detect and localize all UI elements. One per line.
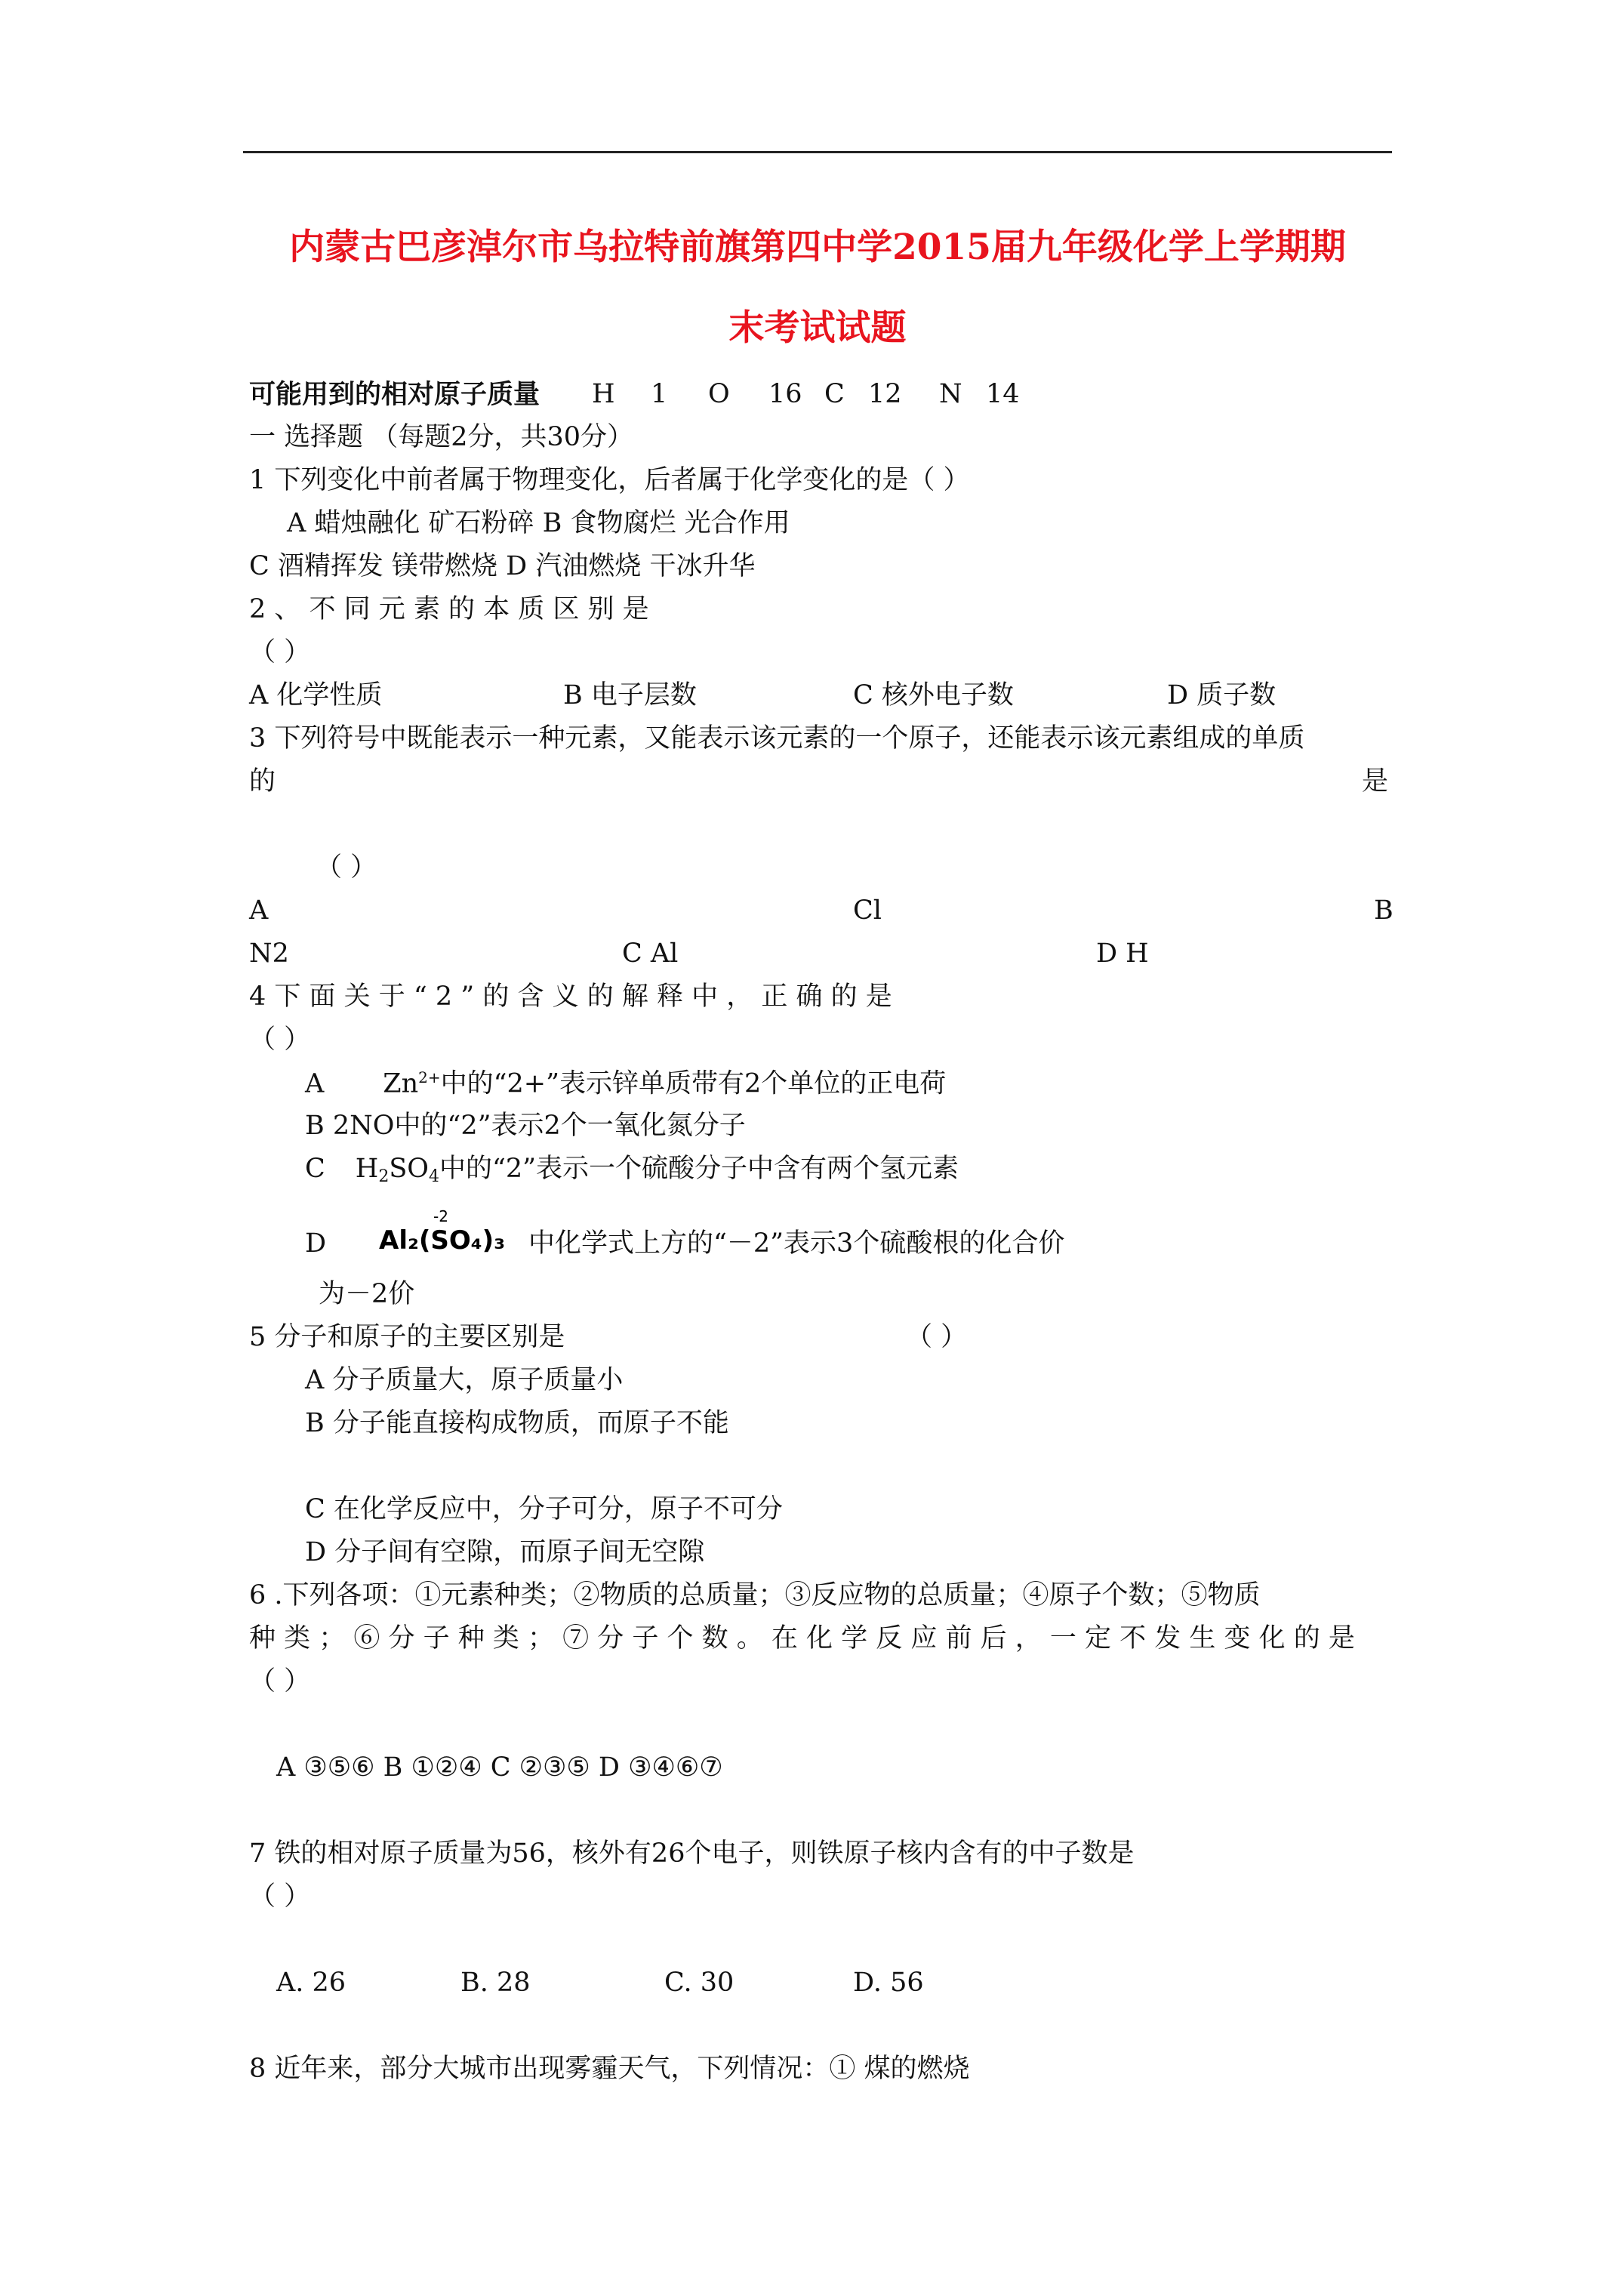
q4-stem: 4 下 面 关 于 “ 2 ” 的 含 义 的 解 释 中 ， 正 确 的 是 bbox=[249, 982, 892, 1012]
q4-option-a bbox=[305, 1070, 946, 1098]
q7-option-b: B. 28 bbox=[460, 1968, 531, 1998]
q2-stem: 2 、 不 同 元 素 的 本 质 区 别 是 bbox=[249, 594, 649, 624]
atomic-o: O bbox=[708, 379, 730, 409]
q8-stem: 8 近年来，部分大城市出现雾霾天气，下列情况：① 煤的燃烧 bbox=[249, 2054, 970, 2084]
q3-option-a-value: Cl bbox=[853, 895, 882, 926]
section-heading: 一 选择题 （每题2分，共30分） bbox=[249, 422, 634, 452]
atomic-mass-label: 可能用到的相对原子质量 bbox=[249, 379, 540, 410]
atomic-n: N bbox=[939, 379, 962, 409]
q4-option-b: B 2NO中的“2”表示2个一氧化氮分子 bbox=[305, 1111, 746, 1141]
q3-answer-paren: （ ） bbox=[316, 852, 377, 883]
atomic-h-value: 1 bbox=[651, 379, 668, 409]
q3-stem-line2-left: 的 bbox=[249, 766, 276, 797]
q6-options: A ③⑤⑥ B ①②④ C ②③⑤ D ③④⑥⑦ bbox=[276, 1752, 723, 1783]
aluminium-sulfate-formula bbox=[377, 1205, 528, 1258]
q1-options-ab: A 蜡烛融化 矿石粉碎 B 食物腐烂 光合作用 bbox=[287, 508, 790, 538]
q4-option-c bbox=[305, 1156, 959, 1185]
atomic-c-value: 12 bbox=[868, 379, 902, 409]
h-subscript: 2 bbox=[378, 1167, 390, 1186]
q5-stem: 5 分子和原子的主要区别是 bbox=[249, 1322, 565, 1352]
so-symbol: SO bbox=[389, 1154, 429, 1184]
q5-option-c: C 在化学反应中，分子可分，原子不可分 bbox=[305, 1494, 783, 1524]
doc-title-line1: 内蒙古巴彦淖尔市乌拉特前旗第四中学2015届九年级化学上学期期 bbox=[289, 227, 1346, 268]
q7-option-a: A. 26 bbox=[276, 1968, 346, 1998]
q3-stem: 3 下列符号中既能表示一种元素，又能表示该元素的一个原子，还能表示该元素组成的单质 bbox=[249, 723, 1305, 754]
q3-option-c: C Al bbox=[622, 938, 679, 969]
q3-stem-line2-right: 是 bbox=[1362, 766, 1389, 797]
formula-text: Al₂(SO₄)₃ bbox=[379, 1225, 506, 1256]
q3-option-d: D H bbox=[1096, 938, 1149, 969]
atomic-h: H bbox=[592, 379, 615, 409]
header-rule bbox=[243, 151, 1392, 153]
atomic-c: C bbox=[824, 379, 845, 409]
doc-title-line2: 末考试试题 bbox=[728, 307, 907, 349]
q7-option-d: D. 56 bbox=[853, 1968, 924, 1998]
q3-option-b-label: B bbox=[1374, 895, 1394, 926]
zinc-charge: 2+ bbox=[418, 1068, 441, 1086]
q6-stem-line2: 种 类 ； ⑥ 分 子 种 类 ； ⑦ 分 子 个 数 。 在 化 学 反 应 前 后 ， 一 定 不 发 生 变 化 的 是 bbox=[249, 1623, 1355, 1653]
zinc-symbol: Zn bbox=[383, 1068, 419, 1099]
q6-stem-line1: 6 .下列各项：①元素种类；②物质的总质量；③反应物的总质量；④原子个数；⑤物质 bbox=[249, 1580, 1261, 1610]
q4-option-a-label: A bbox=[305, 1068, 325, 1099]
q2-option-c: C 核外电子数 bbox=[853, 680, 1014, 710]
q4-answer-paren: （ ） bbox=[249, 1025, 311, 1055]
q5-answer-paren: （ ） bbox=[906, 1322, 968, 1352]
q4-option-d-label: D bbox=[305, 1228, 327, 1259]
q4-option-c-label: C bbox=[305, 1154, 325, 1184]
q1-options-cd: C 酒精挥发 镁带燃烧 D 汽油燃烧 干冰升华 bbox=[249, 551, 756, 581]
h-symbol: H bbox=[355, 1154, 379, 1184]
q4-option-c-text: 中的“2”表示一个硫酸分子中含有两个氢元素 bbox=[439, 1154, 959, 1184]
atomic-n-value: 14 bbox=[986, 379, 1020, 409]
q1-stem: 1 下列变化中前者属于物理变化，后者属于化学变化的是（ ） bbox=[249, 465, 970, 495]
q5-option-b: B 分子能直接构成物质，而原子不能 bbox=[305, 1408, 729, 1438]
q2-answer-paren: （ ） bbox=[249, 637, 311, 667]
o-subscript: 4 bbox=[428, 1167, 439, 1186]
q4-option-d-continuation: 为－2价 bbox=[319, 1279, 415, 1309]
q4-option-d-text: 中化学式上方的“－2”表示3个硫酸根的化合价 bbox=[528, 1228, 1065, 1259]
q6-answer-paren: （ ） bbox=[249, 1666, 311, 1697]
q2-option-b: B 电子层数 bbox=[563, 680, 697, 710]
q3-option-a-label: A bbox=[249, 895, 269, 926]
q7-option-c: C. 30 bbox=[664, 1968, 735, 1998]
q5-option-a: A 分子质量大，原子质量小 bbox=[305, 1365, 624, 1395]
q7-stem: 7 铁的相对原子质量为56，核外有26个电子，则铁原子核内含有的中子数是 bbox=[249, 1838, 1135, 1869]
q3-option-b-value: N2 bbox=[249, 938, 289, 969]
q4-option-a-text: 中的“2+”表示锌单质带有2个单位的正电荷 bbox=[440, 1068, 947, 1099]
q5-option-d: D 分子间有空隙，而原子间无空隙 bbox=[305, 1537, 705, 1567]
sulfate-charge: -2 bbox=[433, 1207, 448, 1225]
atomic-o-value: 16 bbox=[768, 379, 802, 409]
q2-option-d: D 质子数 bbox=[1167, 680, 1277, 710]
q7-answer-paren: （ ） bbox=[249, 1881, 311, 1912]
q2-option-a: A 化学性质 bbox=[249, 680, 383, 710]
